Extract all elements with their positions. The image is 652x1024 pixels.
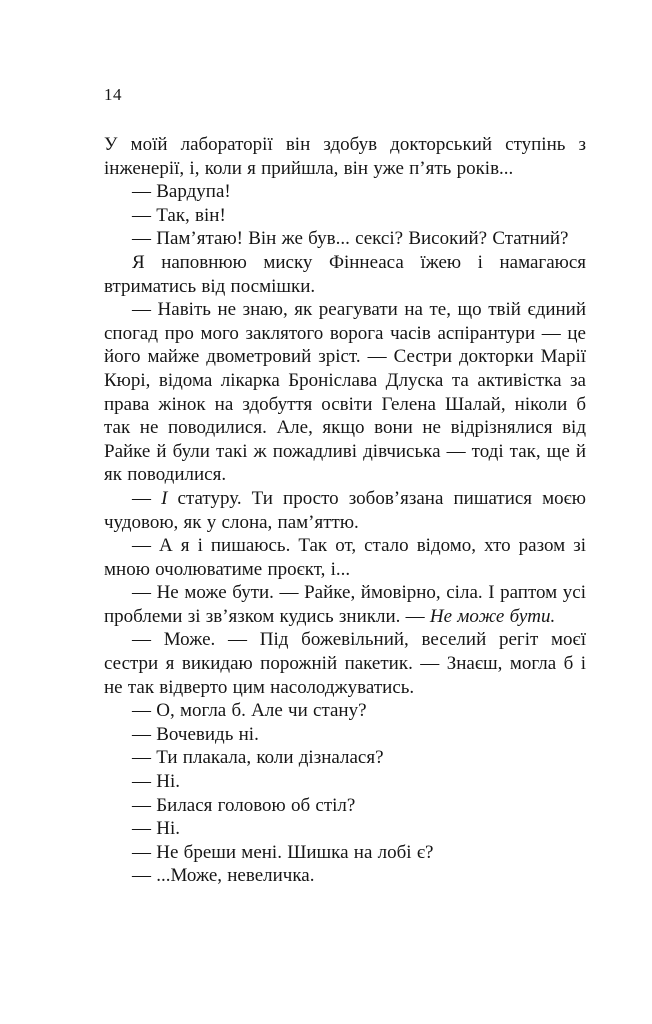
- italic-text-run: Не може бути.: [429, 605, 556, 627]
- text-run: —: [132, 487, 162, 509]
- text-run: — О, могла б. Але чи стану?: [132, 700, 367, 722]
- paragraph: [104, 204, 586, 228]
- italic-text-run: І: [161, 487, 168, 509]
- paragraph: [104, 723, 586, 747]
- paragraph: [104, 746, 586, 770]
- paragraph: [104, 180, 586, 204]
- paragraph: [104, 227, 586, 251]
- paragraph: [104, 581, 586, 628]
- text-run: — Не бреши мені. Шишка на лобі є?: [132, 841, 434, 863]
- text-run: — Билася головою об стіл?: [132, 794, 356, 816]
- text-run: — А я і пишаюсь. Так от, стало відомо, хто разом зі мною очолюватиме проєкт, і...: [104, 535, 586, 580]
- text-run: — Так, він!: [132, 204, 226, 226]
- paragraph: [104, 628, 586, 699]
- paragraph: [104, 817, 586, 841]
- text-run: — Ні.: [132, 818, 180, 840]
- text-block: [104, 133, 586, 888]
- page-number: 14: [104, 85, 122, 104]
- text-run: — Вочевидь ні.: [132, 723, 259, 745]
- text-run: — ...Може, невеличка.: [132, 865, 315, 887]
- paragraph: [104, 770, 586, 794]
- text-run: У моїй лабораторії він здобув докторський ступінь з інженерії, і, коли я прийшла, він уже п’ять років...: [104, 134, 586, 179]
- text-run: — Пам’ятаю! Він же був... сексі? Високий? Статний?: [132, 228, 569, 250]
- text-run: Я наповнюю миску Фіннеаса їжею і намагаюся втриматись від посмішки.: [104, 251, 586, 297]
- text-run: — Ні.: [132, 771, 180, 793]
- paragraph: [104, 487, 586, 534]
- paragraph: [104, 699, 586, 723]
- text-run: статуру. Ти просто зобов’язана пишатися моєю чудовою, як у слона, пам’яттю.: [104, 487, 586, 533]
- paragraph: [104, 133, 586, 180]
- paragraph: [104, 298, 586, 487]
- paragraph: [104, 864, 586, 888]
- paragraph: [104, 794, 586, 818]
- text-run: — Вардупа!: [132, 181, 231, 203]
- text-run: — Навіть не знаю, як реагувати на те, що твій єдиний спогад про мого заклятого ворога часів аспірантури — це його майже двометровий зріст. — Сестри докторки Марії Кюрі, відома лікарка Броніслава Длуска та активістка за права жінок на здобуття освіти Гелена Шалай, ніколи б так не поводилися. Але, якщо вони не відрізнялися від Райке й були такі ж пожадливі дівчиська — тоді так, ще й як поводилися.: [104, 299, 586, 486]
- paragraph: [104, 251, 586, 298]
- text-run: — Ти плакала, коли дізналася?: [132, 747, 384, 769]
- text-run: — Не може бути. — Райке, ймовірно, сіла. І раптом усі проблеми зі зв’язком кудись зникли. —: [104, 582, 586, 627]
- paragraph: [104, 841, 586, 865]
- paragraph: [104, 534, 586, 581]
- text-run: — Може. — Під божевільний, веселий регіт моєї сестри я викидаю порожній пакетик. — Знаєш, могла б і не так відверто цим насолоджуватись.: [104, 629, 586, 698]
